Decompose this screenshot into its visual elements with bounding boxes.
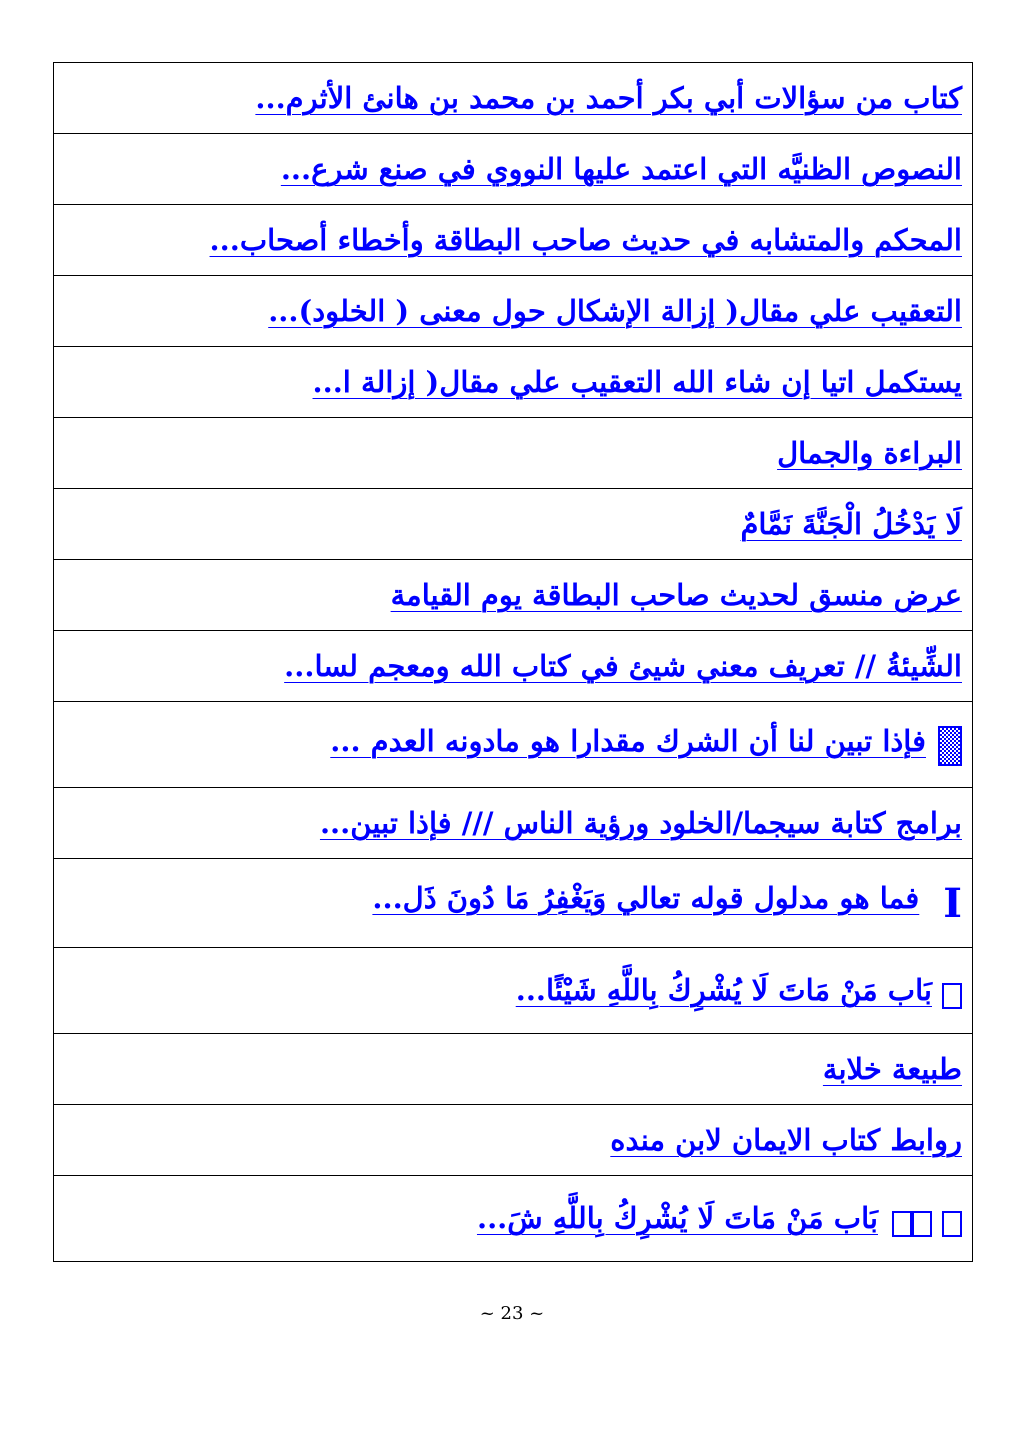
- table-row: [54, 948, 973, 1034]
- table-row: [54, 1105, 973, 1176]
- table-cell: [54, 1034, 973, 1105]
- article-link[interactable]: كتاب من سؤالات أبي بكر أحمد بن محمد بن هانئ الأثرم...: [255, 80, 962, 115]
- article-link[interactable]: برامج كتابة سيجما/الخلود ورؤية الناس /// فإذا تبين...: [319, 805, 962, 840]
- table-cell: [54, 134, 973, 205]
- article-link[interactable]: التعقيب علي مقال( إزالة الإشكال حول معنى ( الخلود)...: [268, 293, 962, 328]
- table-row: [54, 702, 973, 788]
- table-cell: [54, 276, 973, 347]
- table-cell: [54, 702, 973, 788]
- missing-glyph-icon: [892, 1211, 912, 1237]
- table-row: [54, 276, 973, 347]
- table-row: [54, 418, 973, 489]
- table-row: [54, 788, 973, 859]
- table-cell: [54, 418, 973, 489]
- checkered-emoji-icon: [938, 726, 962, 766]
- table-cell: [54, 631, 973, 702]
- table-cell: [54, 347, 973, 418]
- table-cell: [54, 859, 973, 948]
- table-cell: [54, 560, 973, 631]
- table-cell: [54, 1176, 973, 1262]
- table-row: [54, 859, 973, 948]
- table-row: [54, 205, 973, 276]
- article-link[interactable]: النصوص الظنيَّه التي اعتمد عليها النووي في صنع شرع...: [280, 151, 962, 186]
- page-number: ~ 23 ~: [479, 1303, 545, 1324]
- article-link[interactable]: الشِّيئةُ // تعريف معني شيئ في كتاب الله ومعجم لسا...: [284, 648, 962, 683]
- table-cell: [54, 489, 973, 560]
- table-row: [54, 1034, 973, 1105]
- table-row: [54, 560, 973, 631]
- article-link[interactable]: فإذا تبين لنا أن الشرك مقدارا هو مادونه العدم ...: [330, 723, 926, 758]
- article-link[interactable]: يستكمل اتيا إن شاء الله التعقيب علي مقال( إزالة ا...: [312, 364, 962, 399]
- table-cell: [54, 788, 973, 859]
- table-row: [54, 1176, 973, 1262]
- article-link[interactable]: لَا يَدْخُلُ الْجَنَّةَ نَمَّامٌ: [740, 506, 962, 541]
- table-cell: [54, 1105, 973, 1176]
- article-link[interactable]: البراءة والجمال: [777, 435, 962, 470]
- article-link[interactable]: طبيعة خلابة: [822, 1051, 962, 1086]
- article-link[interactable]: فما هو مدلول قوله تعالي وَيَغْفِرُ مَا دُونَ ذَل...: [372, 880, 920, 915]
- letter-i-glyph: I: [943, 879, 962, 927]
- table-cell: [54, 205, 973, 276]
- article-link[interactable]: عرض منسق لحديث صاحب البطاقة يوم القيامة: [390, 577, 962, 612]
- article-link[interactable]: بَاب مَنْ مَاتَ لَا يُشْرِكُ بِاللَّهِ شَ...: [476, 1201, 878, 1236]
- table-row: [54, 63, 973, 134]
- table-row: [54, 134, 973, 205]
- table-cell: [54, 63, 973, 134]
- table-row: [54, 347, 973, 418]
- table-row: [54, 489, 973, 560]
- missing-glyph-icon: [912, 1211, 932, 1237]
- article-link[interactable]: روابط كتاب الايمان لابن منده: [610, 1122, 962, 1157]
- table-cell: [54, 948, 973, 1034]
- links-table: [53, 62, 973, 1262]
- article-link[interactable]: بَاب مَنْ مَاتَ لَا يُشْرِكُ بِاللَّهِ شَيْئًا...: [515, 973, 932, 1008]
- missing-glyph-icon: [942, 983, 962, 1009]
- table-row: [54, 631, 973, 702]
- article-link[interactable]: المحكم والمتشابه في حديث صاحب البطاقة وأخطاء أصحاب...: [209, 222, 962, 257]
- missing-glyph-icon: [942, 1211, 962, 1237]
